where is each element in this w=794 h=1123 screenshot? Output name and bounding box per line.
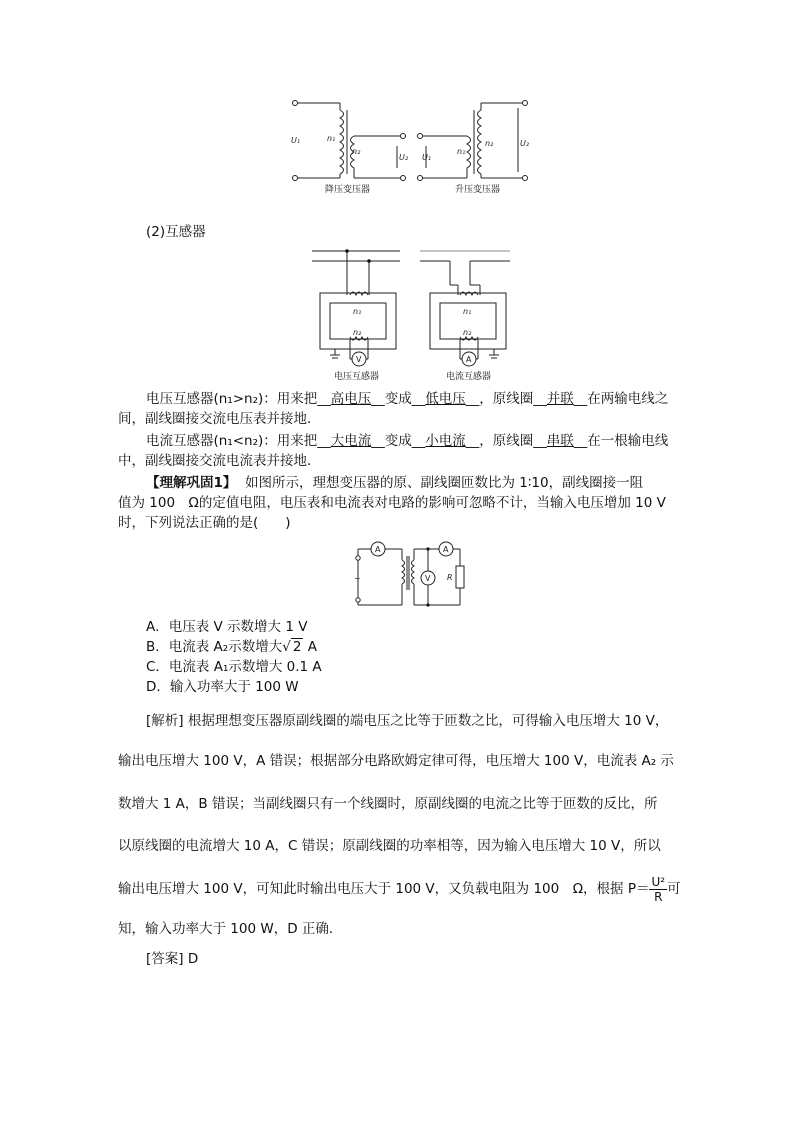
section-heading: (2)互感器 (146, 224, 206, 240)
question-line1: 【理解巩固1】 如图所示，理想变压器的原、副线圈匝数比为 1∶10，副线圈接一阻 (146, 475, 644, 491)
answer: [答案] D (146, 951, 199, 967)
n2-ct-label: n₂ (463, 328, 472, 337)
analysis-line3: 数增大 1 A，B 错误；当副线圈只有一个线圈时，原副线圈的电流之比等于匝数的反比，所 (118, 796, 658, 812)
power-formula-fraction: $\frac{\text{U²}}{R}$ (651, 874, 666, 904)
n1-vt-label: n₁ (353, 307, 362, 316)
step-up-caption: 升压变压器 (455, 185, 501, 195)
vt-blank-3: 并联 (546, 391, 574, 407)
option-d: D．输入功率大于 100 W (146, 679, 299, 695)
vt-blank-1: 高电压 (330, 391, 372, 407)
option-b: B．电流表 A₂示数增大√ 2 A (146, 639, 317, 655)
sqrt-value: 2 (292, 639, 302, 655)
voltage-transformer-caption: 电压互感器 (334, 372, 380, 382)
ct-blank-1: 大电流 (330, 433, 372, 449)
ct-blank-3: 串联 (546, 433, 574, 449)
circuit-figure (350, 538, 470, 610)
source-label: ~ (354, 574, 361, 583)
question-line3: 时，下列说法正确的是( ) (118, 515, 291, 531)
question-line2: 值为 100 Ω的定值电阻，电压表和电流表对电路的影响可忽略不计，当输入电压增加 10 V (118, 495, 666, 511)
analysis-line5: 输出电压增大 100 V，可知此时输出电压大于 100 V，又负载电阻为 100 Ω，根据 P＝ $\frac{\text{U²}}{R}$ 可 (118, 874, 681, 904)
analysis-line4: 以原线圈的电流增大 10 A，C 错误；原副线圈的功率相等，因为输入电压增大 10 V，所以 (118, 838, 661, 854)
question-tag: 【理解巩固1】 (146, 475, 237, 491)
current-transformer-line1: 电流互感器(n₁<n₂)：用来把__大电流__变成__小电流__，原线圈__串联__在一根输电线 (146, 433, 669, 449)
n2-left-label: n₂ (352, 147, 361, 156)
instrument-transformer-figure (310, 245, 516, 383)
current-transformer-line2: 中，副线圈接交流电流表并接地． (118, 453, 321, 469)
u1-left-label: U₁ (291, 136, 301, 145)
voltage-transformer-line1: 电压互感器(n₁>n₂)：用来把__高电压__变成__低电压__，原线圈__并联__在两输电线之 (146, 391, 669, 407)
transformer-figure (285, 96, 547, 198)
circuit-voltmeter-label: V (425, 574, 431, 583)
ammeter2-label: A (443, 545, 449, 554)
ammeter-label: A (466, 355, 472, 364)
option-a: A．电压表 V 示数增大 1 V (146, 619, 308, 635)
ammeter1-label: A (375, 545, 381, 554)
u2-left-label: U₂ (399, 153, 409, 162)
option-c: C．电流表 A₁示数增大 0.1 A (146, 659, 322, 675)
resistor-label: R (447, 573, 453, 582)
n1-ct-label: n₁ (463, 307, 472, 316)
u2-right-label: U₂ (520, 139, 530, 148)
n2-right-label: n₂ (485, 139, 494, 148)
u1-right-label: U₁ (422, 153, 432, 162)
voltage-transformer-line2: 间，副线圈接交流电压表并接地． (118, 411, 321, 427)
analysis-line6: 知，输入功率大于 100 W，D 正确． (118, 921, 343, 937)
analysis-line1: [解析] 根据理想变压器原副线圈的端电压之比等于匝数之比，可得输入电压增大 10 V， (146, 713, 669, 729)
vt-blank-2: 低电压 (425, 391, 466, 407)
step-down-caption: 降压变压器 (325, 185, 371, 195)
voltmeter-label: V (356, 355, 362, 364)
current-transformer-caption: 电流互感器 (446, 372, 492, 382)
analysis-line2: 输出电压增大 100 V，A 错误；根据部分电路欧姆定律可得，电压增大 100 V，电流表 A₂ 示 (118, 753, 674, 769)
ct-blank-2: 小电流 (425, 433, 466, 449)
n1-left-label: n₁ (327, 134, 336, 143)
n1-right-label: n₁ (457, 147, 466, 156)
n2-vt-label: n₂ (353, 328, 362, 337)
